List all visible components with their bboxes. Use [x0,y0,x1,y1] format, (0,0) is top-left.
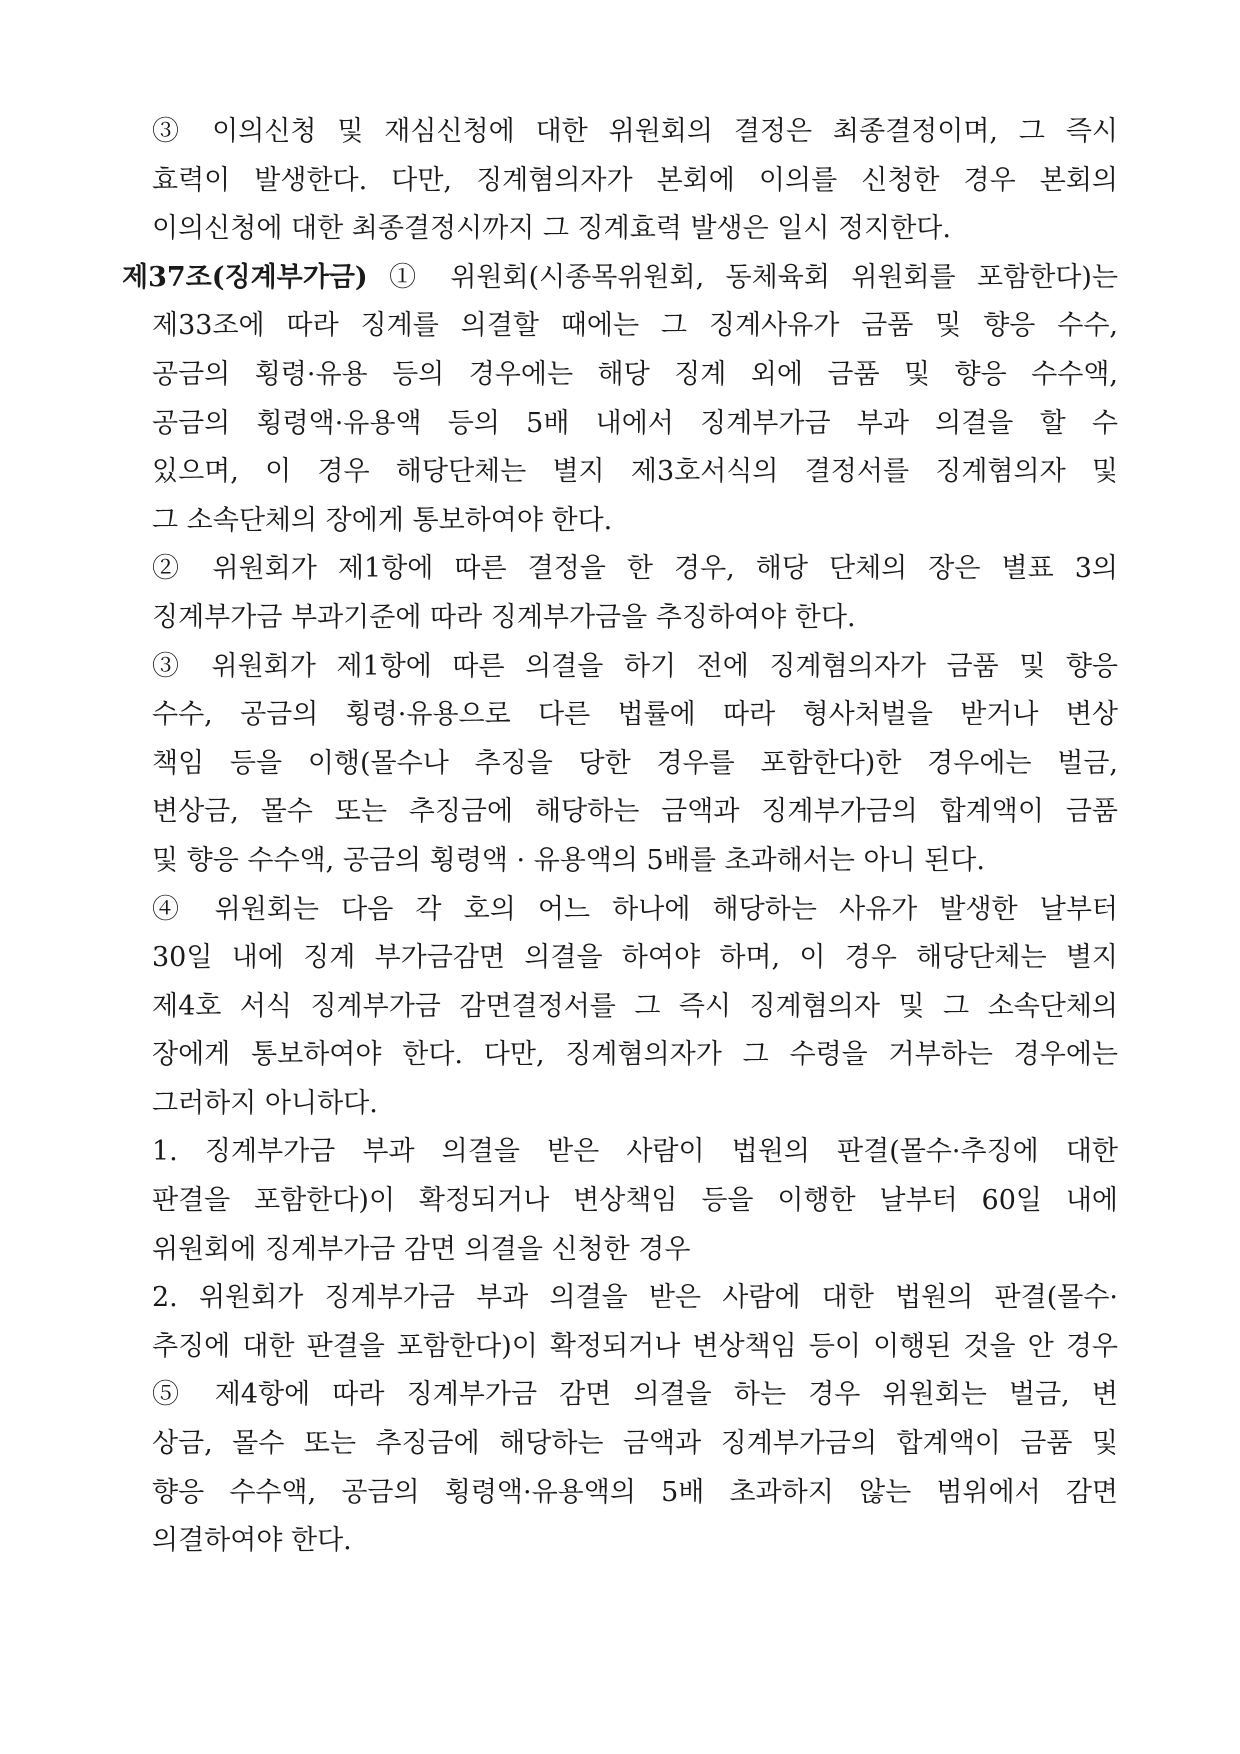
text-line: 상금, 몰수 또는 추징금에 해당하는 금액과 징계부가금의 합계액이 금품 및 [152,1428,1118,1460]
text-line: 30일 내에 징계 부가금감면 의결을 하여야 하며, 이 경우 해당단체는 별지 [152,942,1118,974]
clause-paragraph [152,108,1118,254]
list-item [152,1128,1118,1274]
text-line: 그 소속단체의 장에게 통보하여야 한다. [152,504,613,536]
text-line: 공금의 횡령액·유용액 등의 5배 내에서 징계부가금 부과 의결을 할 수 [152,407,1118,439]
text-line: ③ 위원회가 제1항에 따른 의결을 하기 전에 징계혐의자가 금품 및 향응 [152,650,1118,682]
clause-paragraph [152,545,1118,642]
text-line: 공금의 횡령·유용 등의 경우에는 해당 징계 외에 금품 및 향응 수수액, [152,358,1118,390]
text-line: 2. 위원회가 징계부가금 부과 의결을 받은 사람에 대한 법원의 판결(몰수· [152,1282,1118,1314]
text-line: 징계부가금 부과기준에 따라 징계부가금을 추징하여야 한다. [152,601,856,633]
clause-paragraph [152,643,1118,886]
text-line: ④ 위원회는 다음 각 호의 어느 하나에 해당하는 사유가 발생한 날부터 [152,893,1118,925]
text-line: 판결을 포함한다)이 확정되거나 변상책임 등을 이행한 날부터 60일 내에 [152,1185,1118,1217]
text-line: 이의신청에 대한 최종결정시까지 그 징계효력 발생은 일시 정지한다. [152,213,951,245]
clause-paragraph [152,1371,1118,1565]
text-line: ② 위원회가 제1항에 따른 결정을 한 경우, 해당 단체의 장은 별표 3의 [152,553,1118,585]
text-line: 효력이 발생한다. 다만, 징계혐의자가 본회에 이의를 신청한 경우 본회의 [152,164,1118,196]
text-line: 변상금, 몰수 또는 추징금에 해당하는 금액과 징계부가금의 합계액이 금품 [152,796,1118,828]
text-line: 추징에 대한 판결을 포함한다)이 확정되거나 변상책임 등이 이행된 것을 안 경우 [152,1330,1118,1362]
text-line: 및 향응 수수액, 공금의 횡령액 · 유용액의 5배를 초과해서는 아니 된다. [152,844,985,876]
text-line: 있으며, 이 경우 해당단체는 별지 제3호서식의 결정서를 징계혐의자 및 [152,456,1118,488]
regulation-text [122,108,1118,1566]
text-line: 수수, 공금의 횡령·유용으로 다른 법률에 따라 형사처벌을 받거나 변상 [152,699,1118,731]
text-line: 장에게 통보하여야 한다. 다만, 징계혐의자가 그 수령을 거부하는 경우에는 [152,1039,1118,1071]
text-line: 향응 수수액, 공금의 횡령액·유용액의 5배 초과하지 않는 범위에서 감면 [152,1476,1118,1508]
text-line [122,254,1118,303]
article-heading: 제37조(징계부가금) [122,261,368,293]
text-line: 위원회에 징계부가금 감면 의결을 신청한 경우 [152,1233,691,1265]
text-line: 그러하지 아니하다. [152,1087,378,1119]
text-line: 제33조에 따라 징계를 의결할 때에는 그 징계사유가 금품 및 향응 수수, [152,310,1118,342]
text-line: 1. 징계부가금 부과 의결을 받은 사람이 법원의 판결(몰수·추징에 대한 [152,1136,1118,1168]
text-line: ⑤ 제4항에 따라 징계부가금 감면 의결을 하는 경우 위원회는 벌금, 변 [152,1379,1118,1411]
text-line: 제4호 서식 징계부가금 감면결정서를 그 즉시 징계혐의자 및 그 소속단체의 [152,990,1118,1022]
clause-paragraph [152,886,1118,1129]
text-line: 의결하여야 한다. [152,1525,352,1557]
text-line: 책임 등을 이행(몰수나 추징을 당한 경우를 포함한다)한 경우에는 벌금, [152,747,1118,779]
article-paragraph [122,254,1118,546]
list-item [152,1274,1118,1371]
text-line: ③ 이의신청 및 재심신청에 대한 위원회의 결정은 최종결정이며, 그 즉시 [152,116,1118,147]
article-heading-text: ① 위원회(시종목위원회, 동체육회 위원회를 포함한다)는 [367,261,1118,293]
